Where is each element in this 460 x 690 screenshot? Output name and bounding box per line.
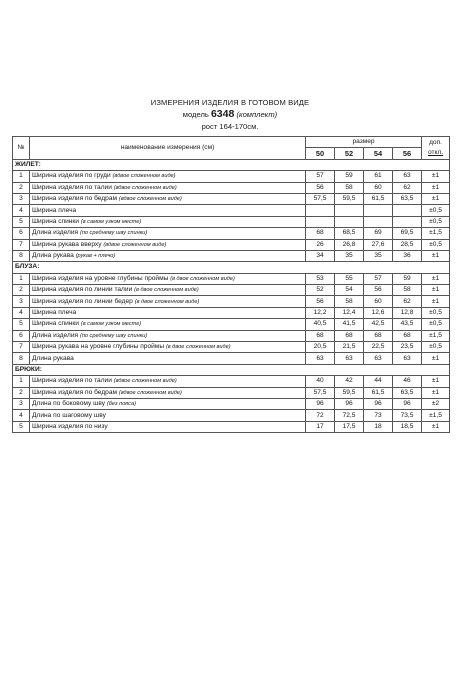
header-row-1 bbox=[13, 137, 450, 148]
tolerance-value: ±1 bbox=[422, 171, 450, 182]
tolerance-value: ±1,5 bbox=[422, 330, 450, 341]
row-number: 2 bbox=[13, 387, 30, 398]
table-row bbox=[13, 193, 450, 204]
table-row bbox=[13, 330, 450, 341]
size-value: 18 bbox=[364, 421, 393, 432]
height-range: рост 164-170см. bbox=[201, 122, 259, 131]
size-value: 52 bbox=[306, 285, 335, 296]
measurement-name-cell bbox=[30, 387, 306, 398]
row-number: 3 bbox=[13, 296, 30, 307]
row-number: 7 bbox=[13, 342, 30, 353]
row-number: 1 bbox=[13, 171, 30, 182]
model-suffix: (комплект) bbox=[236, 110, 278, 119]
measurement-name: Длина рукава bbox=[32, 354, 74, 362]
size-value: 46 bbox=[393, 376, 422, 387]
measurement-name: Ширина изделия по талии bbox=[32, 183, 112, 191]
size-header: 52 bbox=[335, 148, 364, 159]
size-value: 63 bbox=[306, 353, 335, 364]
size-value: 72 bbox=[306, 410, 335, 421]
size-value: 96 bbox=[306, 398, 335, 409]
section-row bbox=[13, 159, 450, 170]
size-value: 69,5 bbox=[393, 228, 422, 239]
measurement-name: Ширина изделия по линии талии bbox=[32, 286, 133, 294]
measurement-name: Длина рукава bbox=[32, 252, 74, 260]
measurement-name-cell bbox=[30, 307, 306, 318]
size-value: 22,5 bbox=[364, 342, 393, 353]
measurement-note: (в двое сложенном виде) bbox=[134, 298, 200, 305]
measurement-name-cell bbox=[30, 319, 306, 330]
measurement-name: Ширина изделия по бедрам bbox=[32, 195, 118, 203]
document-title: ИЗМЕРЕНИЯ ИЗДЕЛИЯ В ГОТОВОМ ВИДЕ bbox=[150, 98, 310, 107]
size-value: 21,5 bbox=[335, 342, 364, 353]
row-number: 5 bbox=[13, 216, 30, 227]
size-value: 68 bbox=[335, 330, 364, 341]
tol-header-line2: откл. bbox=[427, 148, 444, 156]
tolerance-value: ±0,5 bbox=[422, 342, 450, 353]
size-value: 61,5 bbox=[364, 193, 393, 204]
tolerance-value: ±1 bbox=[422, 387, 450, 398]
tolerance-value: ±0,5 bbox=[422, 205, 450, 216]
size-value: 27,6 bbox=[364, 239, 393, 250]
size-value: 58 bbox=[335, 296, 364, 307]
row-number: 3 bbox=[13, 193, 30, 204]
table-row bbox=[13, 296, 450, 307]
section-row bbox=[13, 262, 450, 273]
tolerance-value: ±0,5 bbox=[422, 319, 450, 330]
measurement-note: (вдвое сложенном виде) bbox=[118, 196, 182, 203]
measurement-note: (вдвое сложенном виде) bbox=[112, 173, 176, 180]
size-value: 63,5 bbox=[393, 387, 422, 398]
size-value: 53 bbox=[306, 273, 335, 284]
size-value: 59 bbox=[335, 171, 364, 182]
size-value: 69 bbox=[364, 228, 393, 239]
size-value: 12,4 bbox=[335, 307, 364, 318]
col-num-header: № bbox=[13, 137, 30, 160]
measurement-note: (вдвое сложенном виде) bbox=[103, 241, 167, 248]
measurement-name: Ширина изделия по груди bbox=[32, 172, 111, 180]
size-value: 63 bbox=[393, 353, 422, 364]
measurement-name: Длина по шаговому шву bbox=[32, 411, 106, 419]
size-value: 54 bbox=[335, 285, 364, 296]
size-value: 42,5 bbox=[364, 319, 393, 330]
table-row bbox=[13, 353, 450, 364]
size-value: 34 bbox=[306, 250, 335, 261]
measurement-name-cell bbox=[30, 410, 306, 421]
measurement-name-cell bbox=[30, 421, 306, 432]
size-value: 57 bbox=[306, 171, 335, 182]
size-value: 61 bbox=[364, 171, 393, 182]
model-prefix: модель bbox=[182, 110, 209, 119]
size-value: 72,5 bbox=[335, 410, 364, 421]
measurement-name-cell bbox=[30, 342, 306, 353]
row-number: 5 bbox=[13, 421, 30, 432]
size-header: 56 bbox=[393, 148, 422, 159]
row-number: 8 bbox=[13, 353, 30, 364]
tolerance-value: ±1 bbox=[422, 273, 450, 284]
table-row bbox=[13, 285, 450, 296]
measurement-name: Длина по боковому шву bbox=[32, 400, 106, 408]
measurement-name: Ширина плеча bbox=[32, 206, 77, 214]
size-value: 40,5 bbox=[306, 319, 335, 330]
measurement-name-cell bbox=[30, 250, 306, 261]
size-value: 57 bbox=[364, 273, 393, 284]
size-value: 68 bbox=[393, 330, 422, 341]
size-value: 68 bbox=[364, 330, 393, 341]
row-number: 2 bbox=[13, 285, 30, 296]
model-line bbox=[0, 108, 460, 121]
measurement-note: (по среднему шву спинки) bbox=[79, 230, 148, 237]
tolerance-value: ±1 bbox=[422, 421, 450, 432]
measurement-note: (в самом узком месте) bbox=[80, 321, 142, 328]
size-value: 41,5 bbox=[335, 319, 364, 330]
measurement-name-cell bbox=[30, 216, 306, 227]
measurement-name-cell bbox=[30, 398, 306, 409]
measurement-name-cell bbox=[30, 285, 306, 296]
col-tol-header bbox=[422, 137, 450, 160]
measurement-name-cell bbox=[30, 273, 306, 284]
size-value: 12,6 bbox=[364, 307, 393, 318]
measurement-name: Ширина спинки bbox=[32, 217, 79, 225]
tolerance-value: ±1 bbox=[422, 296, 450, 307]
size-value: 26,8 bbox=[335, 239, 364, 250]
size-value: 40 bbox=[306, 376, 335, 387]
size-value: 63 bbox=[364, 353, 393, 364]
tolerance-value: ±0,5 bbox=[422, 307, 450, 318]
row-number: 5 bbox=[13, 319, 30, 330]
table-row bbox=[13, 410, 450, 421]
section-row bbox=[13, 364, 450, 375]
row-number: 1 bbox=[13, 273, 30, 284]
measurement-name: Ширина изделия по линии бедер bbox=[32, 297, 133, 305]
section-title: ЖИЛЕТ: bbox=[13, 159, 450, 170]
measurement-name: Ширина изделия по низу bbox=[32, 422, 108, 430]
measurement-note: (без пояса) bbox=[106, 401, 136, 408]
tolerance-value: ±0,5 bbox=[422, 216, 450, 227]
size-value: 56 bbox=[364, 285, 393, 296]
measurement-note: (в двое сложенном виде) bbox=[170, 275, 235, 282]
measurement-name: Ширина изделия по бедрам bbox=[32, 388, 118, 396]
measurement-note: (вдвое сложенном виде) bbox=[113, 184, 177, 191]
size-value: 73 bbox=[364, 410, 393, 421]
measurement-name-cell bbox=[30, 239, 306, 250]
table-row bbox=[13, 319, 450, 330]
measurement-name: Длина изделия bbox=[32, 229, 79, 237]
measurement-name: Ширина плеча bbox=[32, 309, 77, 317]
table-row bbox=[13, 250, 450, 261]
size-value: 59 bbox=[393, 273, 422, 284]
row-number: 7 bbox=[13, 239, 30, 250]
size-value bbox=[306, 205, 335, 216]
measurement-name-cell bbox=[30, 353, 306, 364]
size-value: 23,5 bbox=[393, 342, 422, 353]
section-title: БЛУЗА: bbox=[13, 262, 450, 273]
size-value: 60 bbox=[364, 182, 393, 193]
measurement-name-cell bbox=[30, 296, 306, 307]
size-value: 68 bbox=[306, 330, 335, 341]
size-value: 28,5 bbox=[393, 239, 422, 250]
measurement-name-cell bbox=[30, 205, 306, 216]
measurement-note: (в самом узком месте) bbox=[80, 218, 142, 225]
size-value: 56 bbox=[306, 296, 335, 307]
size-value: 17,5 bbox=[335, 421, 364, 432]
measurement-name: Длина изделия bbox=[32, 331, 79, 339]
measurement-note: (по среднему шву спинки) bbox=[79, 332, 148, 339]
tolerance-value: ±1 bbox=[422, 182, 450, 193]
row-number: 2 bbox=[13, 182, 30, 193]
size-value: 57,5 bbox=[306, 387, 335, 398]
size-value: 12,8 bbox=[393, 307, 422, 318]
size-value: 58 bbox=[393, 285, 422, 296]
section-title: БРЮКИ: bbox=[13, 364, 450, 375]
size-value: 62 bbox=[393, 296, 422, 307]
size-header: 54 bbox=[364, 148, 393, 159]
table-row bbox=[13, 307, 450, 318]
size-value: 42 bbox=[335, 376, 364, 387]
size-value: 68,5 bbox=[335, 228, 364, 239]
tolerance-value: ±1,5 bbox=[422, 228, 450, 239]
size-value: 96 bbox=[364, 398, 393, 409]
size-value: 43,5 bbox=[393, 319, 422, 330]
size-value: 56 bbox=[306, 182, 335, 193]
tolerance-value: ±1 bbox=[422, 250, 450, 261]
table-body bbox=[13, 137, 450, 433]
size-value bbox=[393, 205, 422, 216]
measurement-name-cell bbox=[30, 193, 306, 204]
tolerance-value: ±1 bbox=[422, 353, 450, 364]
table-row bbox=[13, 228, 450, 239]
measurement-name-cell bbox=[30, 376, 306, 387]
size-value: 61,5 bbox=[364, 387, 393, 398]
table-row bbox=[13, 205, 450, 216]
measurement-name-cell bbox=[30, 228, 306, 239]
row-number: 4 bbox=[13, 410, 30, 421]
measurement-note: (вдвое сложенном виде) bbox=[118, 389, 182, 396]
tolerance-value: ±2 bbox=[422, 398, 450, 409]
size-value: 62 bbox=[393, 182, 422, 193]
measurement-name-cell bbox=[30, 171, 306, 182]
size-value bbox=[335, 205, 364, 216]
tolerance-value: ±1,5 bbox=[422, 410, 450, 421]
table-row bbox=[13, 342, 450, 353]
size-value: 55 bbox=[335, 273, 364, 284]
size-value: 68 bbox=[306, 228, 335, 239]
measurement-note: (рукав + плечо) bbox=[75, 253, 116, 260]
measurement-name: Ширина изделия по талии bbox=[32, 377, 112, 385]
model-number: 6348 bbox=[210, 108, 235, 120]
size-value: 96 bbox=[393, 398, 422, 409]
table-row bbox=[13, 376, 450, 387]
row-number: 8 bbox=[13, 250, 30, 261]
table-row bbox=[13, 182, 450, 193]
measurements-table bbox=[12, 136, 450, 433]
size-header: 50 bbox=[306, 148, 335, 159]
tolerance-value: ±1 bbox=[422, 376, 450, 387]
tolerance-value: ±0,5 bbox=[422, 239, 450, 250]
size-value bbox=[393, 216, 422, 227]
size-value: 36 bbox=[393, 250, 422, 261]
size-value: 44 bbox=[364, 376, 393, 387]
table-row bbox=[13, 171, 450, 182]
measurement-name: Ширина изделия на уровне глубины проймы bbox=[32, 274, 169, 282]
measurement-name-cell bbox=[30, 182, 306, 193]
row-number: 4 bbox=[13, 307, 30, 318]
measurement-name: Ширина спинки bbox=[32, 320, 79, 328]
size-value: 12,2 bbox=[306, 307, 335, 318]
size-value: 20,5 bbox=[306, 342, 335, 353]
size-value bbox=[364, 216, 393, 227]
tol-header-line1: доп. bbox=[429, 138, 442, 146]
document-header bbox=[0, 97, 460, 132]
size-value: 59,5 bbox=[335, 193, 364, 204]
table-row bbox=[13, 239, 450, 250]
col-name-header: наименование измерения (см) bbox=[30, 137, 306, 160]
size-value bbox=[364, 205, 393, 216]
size-value: 58 bbox=[335, 182, 364, 193]
size-value: 17 bbox=[306, 421, 335, 432]
size-value bbox=[306, 216, 335, 227]
size-value: 35 bbox=[364, 250, 393, 261]
table-row bbox=[13, 398, 450, 409]
table-row bbox=[13, 216, 450, 227]
size-value: 59,5 bbox=[335, 387, 364, 398]
size-value: 57,5 bbox=[306, 193, 335, 204]
size-value: 63 bbox=[335, 353, 364, 364]
size-value: 18,5 bbox=[393, 421, 422, 432]
table-row bbox=[13, 273, 450, 284]
size-value: 73,5 bbox=[393, 410, 422, 421]
size-value: 35 bbox=[335, 250, 364, 261]
row-number: 4 bbox=[13, 205, 30, 216]
size-value: 63 bbox=[393, 171, 422, 182]
size-value: 26 bbox=[306, 239, 335, 250]
measurement-note: (вдвое сложенном виде) bbox=[113, 378, 177, 385]
tolerance-value: ±1 bbox=[422, 193, 450, 204]
size-value: 96 bbox=[335, 398, 364, 409]
tolerance-value: ±1 bbox=[422, 285, 450, 296]
size-value bbox=[335, 216, 364, 227]
size-value: 63,5 bbox=[393, 193, 422, 204]
measurement-name: Ширина рукава на уровне глубины проймы bbox=[32, 343, 165, 351]
row-number: 6 bbox=[13, 330, 30, 341]
row-number: 1 bbox=[13, 376, 30, 387]
row-number: 6 bbox=[13, 228, 30, 239]
size-value: 60 bbox=[364, 296, 393, 307]
table-row bbox=[13, 421, 450, 432]
col-size-header: размер bbox=[306, 137, 422, 148]
measurement-name: Ширина рукава вверху bbox=[32, 240, 102, 248]
measurement-name-cell bbox=[30, 330, 306, 341]
row-number: 3 bbox=[13, 398, 30, 409]
measurement-note: (в двое сложенном виде) bbox=[134, 287, 199, 294]
measurement-note: (в двое сложенном виде) bbox=[165, 344, 231, 351]
table-row bbox=[13, 387, 450, 398]
